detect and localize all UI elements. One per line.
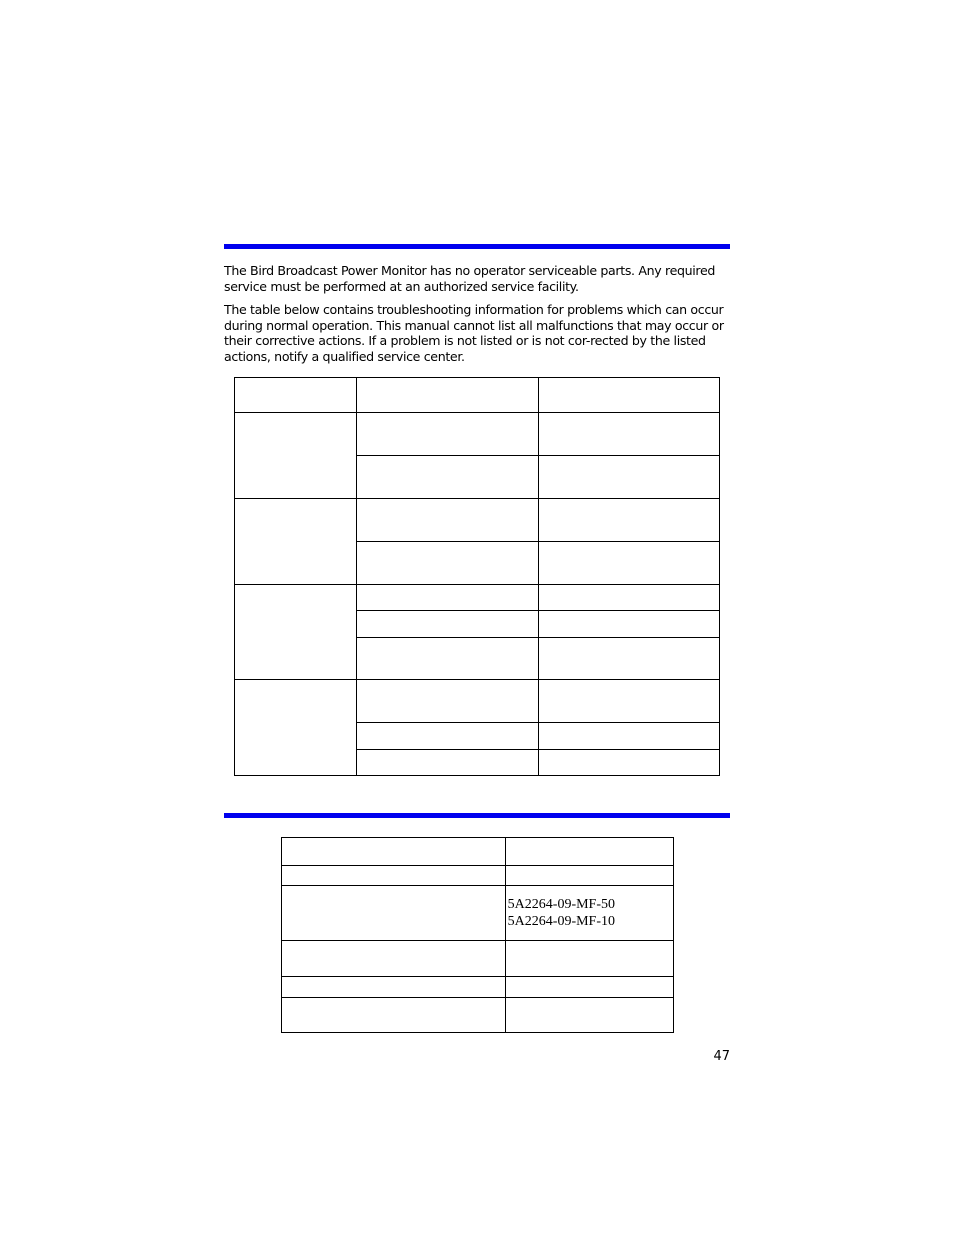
table-cell	[282, 941, 506, 977]
table-header-row	[235, 378, 720, 413]
table-row	[282, 866, 674, 886]
table-cell	[539, 499, 720, 542]
table-cell	[539, 638, 720, 680]
table-header-row	[282, 838, 674, 866]
table-cell	[235, 378, 357, 413]
table-cell	[505, 838, 673, 866]
intro-paragraph-troubleshooting: The table below contains troubleshooting information for problems which can occur during normal operation. This manual cannot list all malfunctions that may occur or their corrective actions. If a problem is not listed or is not cor-rected by the listed actions, notify a qualified service center.	[224, 302, 724, 364]
table-row	[235, 413, 720, 456]
table-cell	[282, 886, 506, 941]
table-cell	[539, 456, 720, 499]
page-number: 47	[713, 1049, 730, 1064]
table-cell	[357, 378, 539, 413]
table-cell	[357, 723, 539, 750]
table-row	[235, 499, 720, 542]
troubleshooting-table	[234, 377, 720, 776]
table-cell	[235, 413, 357, 499]
table-cell	[357, 542, 539, 585]
table-cell	[357, 499, 539, 542]
table-cell	[235, 680, 357, 776]
table-cell	[539, 611, 720, 638]
section-rule-top	[224, 244, 730, 249]
table-row	[282, 977, 674, 998]
table-row	[235, 585, 720, 611]
table-cell	[539, 680, 720, 723]
table-cell	[357, 680, 539, 723]
table-cell	[505, 998, 673, 1033]
table-cell	[357, 750, 539, 776]
table-cell	[539, 413, 720, 456]
table-cell	[282, 977, 506, 998]
table-cell	[282, 838, 506, 866]
table-cell	[505, 866, 673, 886]
part-number-1: 5A2264-09-MF-50	[507, 897, 616, 912]
table-cell	[505, 941, 673, 977]
table-cell	[539, 723, 720, 750]
table-cell	[539, 542, 720, 585]
parts-table	[281, 837, 674, 1033]
table-cell	[357, 638, 539, 680]
table-cell	[235, 585, 357, 680]
table-cell	[505, 977, 673, 998]
table-cell	[539, 378, 720, 413]
table-cell	[235, 499, 357, 585]
table-cell	[505, 886, 673, 941]
table-row	[235, 680, 720, 723]
table-row	[282, 998, 674, 1033]
part-number-2: 5A2264-09-MF-10	[507, 914, 616, 929]
table-cell	[357, 585, 539, 611]
table-row	[282, 941, 674, 977]
table-cell	[357, 611, 539, 638]
table-cell	[357, 456, 539, 499]
table-cell	[282, 866, 506, 886]
table-cell	[539, 750, 720, 776]
section-rule-bottom	[224, 813, 730, 818]
table-row	[282, 886, 674, 941]
intro-paragraph-service: The Bird Broadcast Power Monitor has no operator serviceable parts. Any required service must be performed at an authorized service facility.	[224, 263, 715, 294]
table-cell	[282, 998, 506, 1033]
table-cell	[357, 413, 539, 456]
table-cell	[539, 585, 720, 611]
